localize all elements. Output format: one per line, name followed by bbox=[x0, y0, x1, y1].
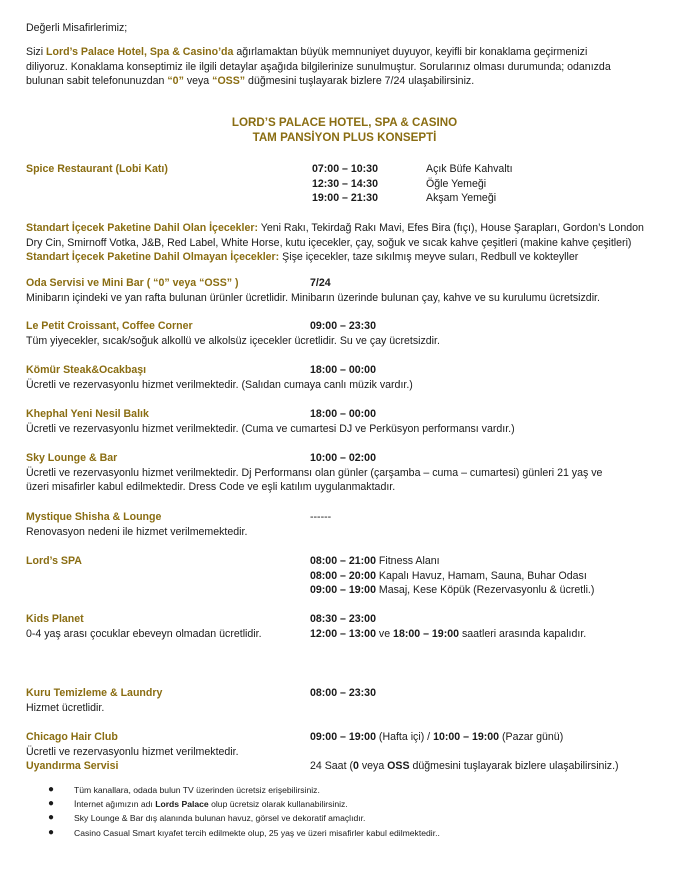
bullet-icon: ● bbox=[48, 812, 55, 824]
khephal-desc: Ücretli ve rezervasyonlu hizmet verilmektedir. (Cuma ve cumartesi DJ ve Perküsyon performansı vardır.) bbox=[26, 422, 515, 435]
croissant-desc: Tüm yiyecekler, sıcak/soğuk alkollü ve alkolsüz içecekler ücretlidir. Su ve çay ücretsizdir. bbox=[26, 334, 440, 347]
note-2a: İnternet ağımızın adı bbox=[74, 799, 156, 810]
room-time: 7/24 bbox=[310, 277, 331, 289]
spice-time-3: 19:00 – 21:30 bbox=[312, 192, 378, 205]
mystique-title: Mystique Shisha & Lounge bbox=[26, 511, 162, 523]
laundry-desc: Hizmet ücretlidir. bbox=[26, 701, 105, 714]
intro-line-3b: düğmesini tuşlayarak bizlere 7/24 ulaşabilirsiniz. bbox=[245, 75, 475, 88]
komur-time: 18:00 – 00:00 bbox=[310, 364, 376, 376]
wake-key-0: 0 bbox=[353, 760, 359, 772]
wake-key-oss: OSS bbox=[387, 760, 410, 772]
sky-time: 10:00 – 02:00 bbox=[310, 452, 376, 464]
note-2-network-name: Lords Palace bbox=[155, 799, 209, 810]
laundry-title: Kuru Temizleme & Laundry bbox=[26, 687, 163, 699]
kids-closed-time-2: 18:00 – 19:00 bbox=[393, 627, 460, 640]
spa-label-3: Masaj, Kese Köpük (Rezervasyonlu & ücretli.) bbox=[375, 584, 595, 597]
title-line-2: TAM PANSİYON PLUS KONSEPTİ bbox=[252, 131, 437, 144]
intro-paragraph bbox=[26, 45, 676, 89]
section-laundry bbox=[26, 686, 681, 716]
title-line-1: LORD’S PALACE HOTEL, SPA & CASINO bbox=[231, 116, 458, 129]
note-4: Casino Casual Smart kıyafet tercih edilmekte olup, 25 yaş ve üzeri misafirler kabul edilmektedir.. bbox=[74, 827, 440, 838]
spa-label-2: Kapalı Havuz, Hamam, Sauna, Buhar Odası bbox=[375, 569, 587, 582]
section-khephal bbox=[26, 407, 681, 437]
intro-text-2: ağırlamaktan büyük memnuniyet duyuyor, keyifli bir konaklama geçirmenizi bbox=[233, 46, 588, 58]
kids-closed-text: saatleri arasında kapalıdır. bbox=[459, 627, 587, 640]
greeting: Değerli Misafirlerimiz; bbox=[26, 22, 128, 34]
room-desc: Minibarın içindeki ve yan rafta bulunan ürünler ücretlidir. Minibarın üzerinde bulunan çay, kahve ve su kurulumu ücretsizdir. bbox=[26, 291, 600, 304]
kids-closed-time-1: 12:00 – 13:00 bbox=[310, 627, 376, 640]
drinks-included-text-1: Yeni Rakı, Tekirdağ Rakı Mavi, Efes Bira (fıçı), House Şarapları, Gordon’s London bbox=[258, 222, 644, 234]
croissant-time: 09:00 – 23:30 bbox=[310, 320, 376, 332]
spa-title: Lord’s SPA bbox=[26, 555, 82, 567]
room-title: Oda Servisi ve Mini Bar ( “0” veya “OSS” ) bbox=[26, 277, 239, 289]
hair-title: Chicago Hair Club bbox=[26, 731, 118, 743]
section-drinks bbox=[26, 221, 681, 265]
section-spice-restaurant bbox=[26, 162, 676, 206]
bullet-icon: ● bbox=[48, 826, 55, 838]
hair-label-2: (Pazar günü) bbox=[499, 731, 564, 743]
drinks-excluded-text: Şişe içecekler, taze sıkılmış meyve suları, Redbull ve kokteyller bbox=[279, 251, 579, 264]
bullet-icon: ● bbox=[48, 784, 55, 795]
section-sky-lounge bbox=[26, 451, 681, 496]
section-kids-planet bbox=[26, 612, 681, 642]
hair-desc: Ücretli ve rezervasyonlu hizmet verilmektedir. bbox=[26, 745, 239, 758]
note-2c: olup ücretsiz olarak kullanabilirsiniz. bbox=[208, 799, 348, 810]
section-spa bbox=[26, 554, 681, 599]
spa-time-2: 08:00 – 20:00 bbox=[310, 569, 376, 582]
sky-desc-1: Ücretli ve rezervasyonlu hizmet verilmektedir. Dj Performansı olan günler (çarşamba – cuma – cumartesi) günleri 21 yaş ve bbox=[26, 466, 603, 479]
section-croissant bbox=[26, 319, 681, 349]
intro-hotel-name: Lord’s Palace Hotel, Spa & Casino’da bbox=[46, 46, 234, 58]
komur-title: Kömür Steak&Ocakbaşı bbox=[26, 364, 147, 376]
spice-title: Spice Restaurant (Lobi Katı) bbox=[26, 163, 168, 175]
section-mystique bbox=[26, 510, 681, 540]
khephal-time: 18:00 – 00:00 bbox=[310, 408, 376, 420]
note-3: Sky Lounge & Bar dış alanında bulunan havuz, görsel ve dekoratif amaçlıdır. bbox=[74, 813, 366, 824]
wake-text-2: veya bbox=[358, 760, 388, 772]
laundry-time: 08:00 – 23:30 bbox=[310, 687, 376, 699]
spice-label-2: Öğle Yemeği bbox=[426, 177, 487, 190]
hair-time-2: 10:00 – 19:00 bbox=[433, 731, 500, 743]
bullet-icon: ● bbox=[48, 798, 55, 810]
intro-veya: veya bbox=[183, 75, 213, 88]
drinks-included-title: Standart İçecek Paketine Dahil Olan İçecekler: bbox=[26, 222, 258, 234]
croissant-title: Le Petit Croissant, Coffee Corner bbox=[26, 320, 193, 332]
section-room-service bbox=[26, 276, 681, 306]
mystique-time: ------ bbox=[310, 511, 332, 523]
hair-time-1: 09:00 – 19:00 bbox=[310, 731, 376, 743]
spice-label-1: Açık Büfe Kahvaltı bbox=[426, 163, 513, 175]
spice-label-3: Akşam Yemeği bbox=[426, 192, 497, 205]
list-item bbox=[48, 797, 440, 811]
intro-line-2: diliyoruz. Konaklama konseptimiz ile ilgili detaylar aşağıda bilgilerinize sunulmuştur. Sorularınız olması durumunda; odanızda bbox=[26, 60, 611, 73]
list-item bbox=[48, 811, 440, 825]
note-1: Tüm kanallara, odada bulun TV üzerinden ücretsiz erişebilirsiniz. bbox=[74, 785, 320, 795]
wake-text-1: 24 Saat ( bbox=[310, 760, 353, 772]
section-komur bbox=[26, 363, 681, 393]
hair-label-1: (Hafta içi) / bbox=[375, 731, 434, 743]
sky-title: Sky Lounge & Bar bbox=[26, 452, 118, 464]
drinks-excluded-title: Standart İçecek Paketine Dahil Olmayan İçecekler: bbox=[26, 251, 280, 264]
mystique-desc: Renovasyon nedeni ile hizmet verilmemektedir. bbox=[26, 525, 248, 538]
intro-key-0: “0” bbox=[167, 75, 184, 88]
kids-desc: 0-4 yaş arası çocuklar ebeveyn olmadan ücretlidir. bbox=[26, 627, 262, 640]
spa-time-3: 09:00 – 19:00 bbox=[310, 584, 376, 597]
list-item bbox=[48, 783, 440, 797]
intro-text-1: Sizi bbox=[26, 46, 47, 58]
section-wake-up bbox=[26, 759, 681, 775]
notes-list bbox=[48, 783, 440, 840]
spa-label-1: Fitness Alanı bbox=[375, 555, 440, 567]
section-hair-club bbox=[26, 730, 681, 760]
document-title bbox=[0, 115, 689, 145]
intro-line-3a: bulunan sabit telefonunuzdan bbox=[26, 75, 168, 88]
kids-closed-ve: ve bbox=[375, 627, 394, 640]
intro-key-oss: “OSS” bbox=[212, 75, 246, 88]
spa-time-1: 08:00 – 21:00 bbox=[310, 555, 376, 567]
spice-time-1: 07:00 – 10:30 bbox=[312, 163, 378, 175]
spice-time-2: 12:30 – 14:30 bbox=[312, 177, 378, 190]
wake-text-3: düğmesini tuşlayarak bizlere ulaşabilirsiniz.) bbox=[409, 760, 619, 772]
komur-desc: Ücretli ve rezervasyonlu hizmet verilmektedir. (Salıdan cumaya canlı müzik vardır.) bbox=[26, 378, 413, 391]
kids-time: 08:30 – 23:00 bbox=[310, 613, 376, 625]
kids-title: Kids Planet bbox=[26, 613, 84, 625]
drinks-included-text-2: Dry Cin, Smirnoff Votka, J&B, Red Label, White Horse, kutu içecekler, çay, soğuk ve sıcak kahve çeşitleri (makine kahve çeşitleri) bbox=[26, 236, 632, 249]
list-item bbox=[48, 826, 440, 840]
sky-desc-2: üzeri misafirler kabul edilmektedir. Dress Code ve eşli katılım uygulanmaktadır. bbox=[26, 481, 396, 494]
wake-title: Uyandırma Servisi bbox=[26, 760, 119, 772]
khephal-title: Khephal Yeni Nesil Balık bbox=[26, 408, 149, 420]
